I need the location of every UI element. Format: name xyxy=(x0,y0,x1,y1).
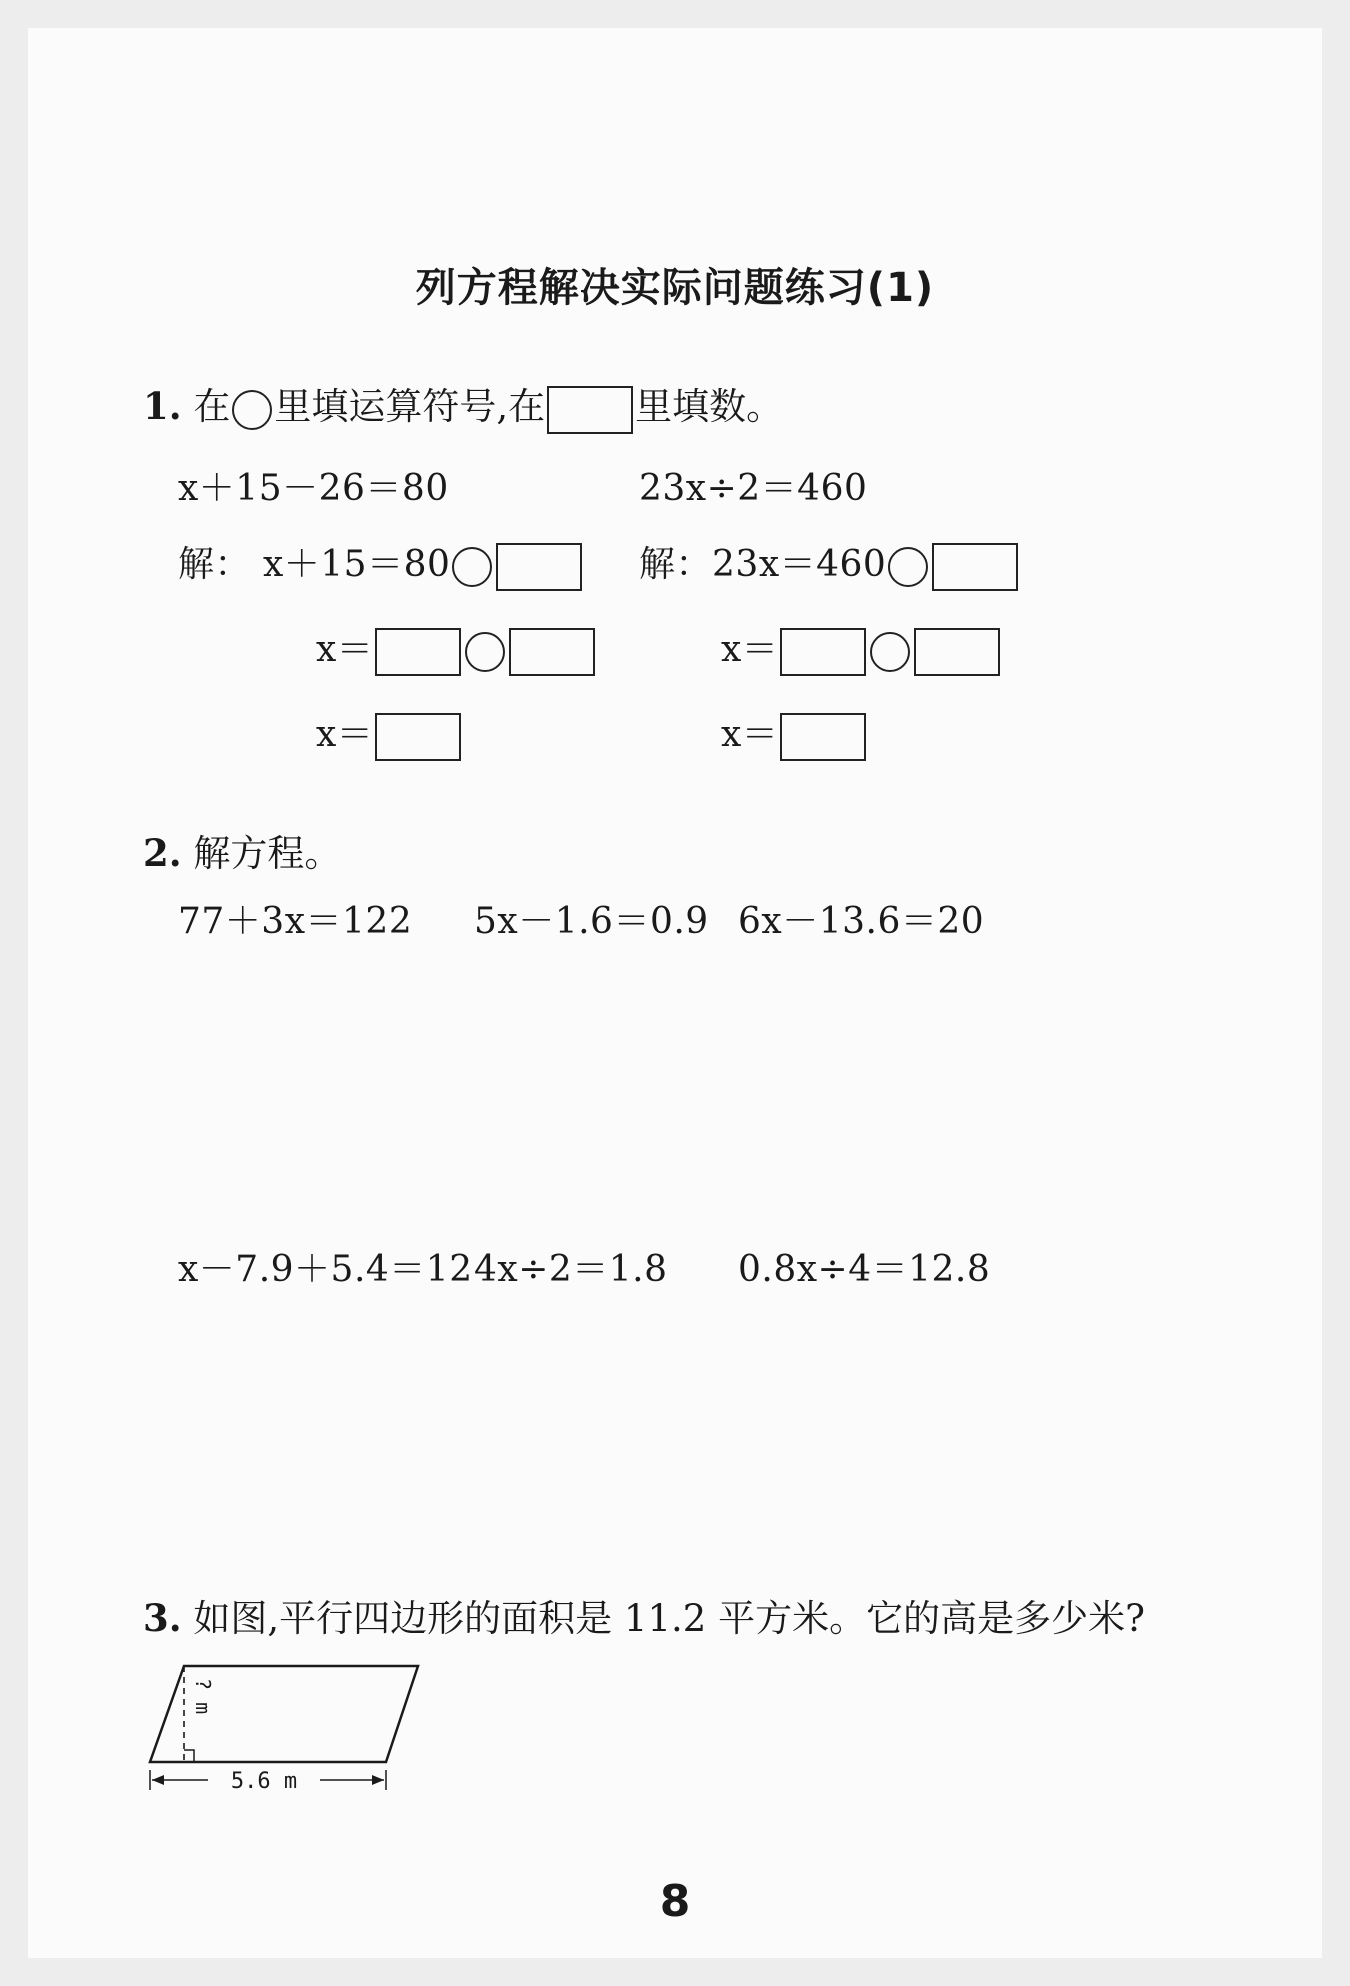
operator-circle-input[interactable] xyxy=(452,547,492,587)
q1-prompt-part-a: 在 xyxy=(193,385,231,428)
equation-item: 6x－13.6＝20 xyxy=(738,901,985,942)
equation-item: 5x－1.6＝0.9 xyxy=(474,901,709,942)
height-label: ? m xyxy=(191,1678,215,1715)
q1-right-step3-label: x＝ xyxy=(721,714,779,755)
number-box-sample xyxy=(547,386,633,434)
number-box-input[interactable] xyxy=(914,628,1000,676)
q1-prompt-part-b: 里填运算符号,在 xyxy=(274,385,546,428)
q1-left-step3 xyxy=(316,706,463,761)
base-dim-arrow-left xyxy=(152,1775,164,1785)
parallelogram-figure xyxy=(148,1658,448,1818)
number-box-input[interactable] xyxy=(932,543,1018,591)
number-box-input[interactable] xyxy=(780,713,866,761)
q1-left-step1-eq: x＋15＝80 xyxy=(262,544,451,585)
number-box-input[interactable] xyxy=(780,628,866,676)
question-2-prompt xyxy=(143,823,341,877)
equation-item: 4x÷2＝1.8 xyxy=(474,1249,668,1290)
solution-prefix: 解： xyxy=(178,544,252,585)
q1-right-step1 xyxy=(639,536,1020,591)
parallelogram-shape xyxy=(150,1666,418,1762)
right-angle-mark xyxy=(184,1750,194,1762)
q3-prompt-text: 如图,平行四边形的面积是 11.2 平方米。它的高是多少米? xyxy=(193,1597,1145,1640)
q1-left-step2-label: x＝ xyxy=(316,629,374,670)
number-box-input[interactable] xyxy=(375,713,461,761)
q1-right-step3 xyxy=(721,706,868,761)
operator-circle-input[interactable] xyxy=(870,632,910,672)
q1-left-step2 xyxy=(316,621,597,676)
number-box-input[interactable] xyxy=(509,628,595,676)
operator-circle-input[interactable] xyxy=(888,547,928,587)
equation-item: 77＋3x＝122 xyxy=(178,901,413,942)
q1-left-step1 xyxy=(178,536,584,591)
q1-left-step3-label: x＝ xyxy=(316,714,374,755)
question-1-number: 1. xyxy=(143,384,182,428)
equation-item: 0.8x÷4＝12.8 xyxy=(738,1249,991,1290)
page-number: 8 xyxy=(659,1876,691,1927)
base-label: 5.6 m xyxy=(230,1769,298,1794)
q1-right-step1-eq: 23x＝460 xyxy=(712,544,887,585)
q1-right-step2-label: x＝ xyxy=(721,629,779,670)
number-box-input[interactable] xyxy=(496,543,582,591)
worksheet-page xyxy=(28,28,1322,1958)
q1-right-equation: 23x÷2＝460 xyxy=(639,468,868,509)
q2-prompt-text: 解方程。 xyxy=(193,832,342,875)
number-box-input[interactable] xyxy=(375,628,461,676)
question-1-prompt xyxy=(143,376,783,434)
page-title: 列方程解决实际问题练习(1) xyxy=(415,265,935,311)
solution-prefix: 解： xyxy=(639,544,713,585)
base-dim-arrow-right xyxy=(372,1775,384,1785)
question-2-number: 2. xyxy=(143,831,182,875)
operator-circle-sample xyxy=(232,390,272,430)
q1-left-equation: x＋15－26＝80 xyxy=(178,468,449,509)
q1-prompt-part-c: 里填数。 xyxy=(635,385,784,428)
question-3-prompt xyxy=(143,1588,1145,1642)
equation-item: x－7.9＋5.4＝12 xyxy=(178,1249,473,1290)
q1-right-step2 xyxy=(721,621,1002,676)
operator-circle-input[interactable] xyxy=(465,632,505,672)
question-3-number: 3. xyxy=(143,1596,182,1640)
